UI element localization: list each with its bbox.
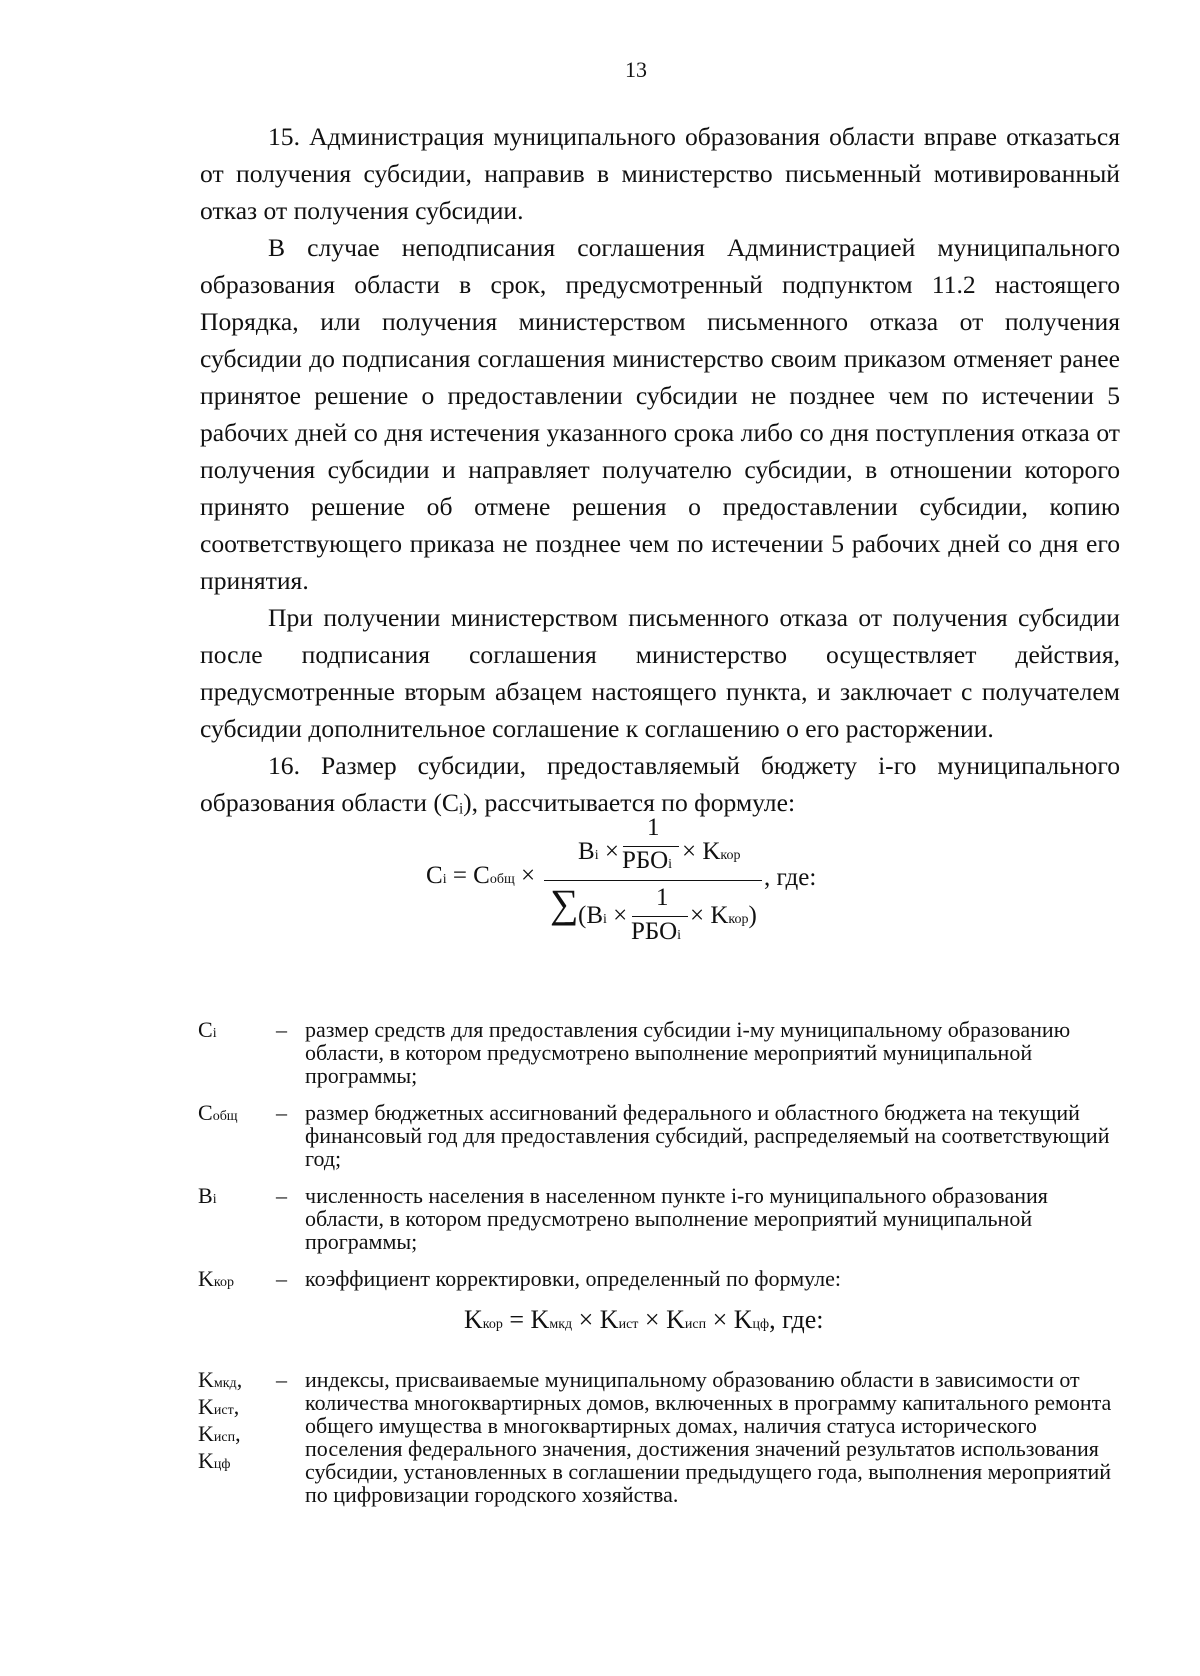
definition-c-i: Ci – размер средств для предоставления субсидии i-му муниципальному образованию области, в котором предусмотрено выполнение мероприятий муниципальной программы; [198,1017,1071,1088]
paragraph-16: 16. Размер субсидии, предоставляемый бюджету i-го муниципального образования области (Cᵢ), рассчитывается по формуле: [200,751,1120,817]
formula-num-rbo: РБОi [622,847,673,874]
formula-den-one: 1 [656,884,669,911]
definitions-list [198,1018,1128,1290]
k-correction-formula: Kкор = Kмкд × Kист × Kисп × Kцф, где: [464,1305,824,1334]
paragraph-15: 15. Администрация муниципального образования области вправе отказаться от получения субсидии, направив в министерство письменный мотивированный отказ от получения субсидии. [200,122,1120,225]
formula-lhs: C [426,862,443,889]
paragraph-refusal-after-signing: При получении министерством письменного отказа от получения субсидии после подписания соглашения министерство осуществляет действия, предусмотренные вторым абзацем настоящего пункта, и заключает с получателем субсидии дополнительное соглашение к соглашению о его расторжении. [200,603,1120,743]
page-number: 13 [625,57,647,82]
index-symbols: Kмкд, Kист, Kисп, Kцф [198,1367,243,1473]
index-definition-text: индексы, присваиваемые муниципальному образованию области в зависимости от количества многоквартирных домов, включенных в программу капитального ремонта общего имущества в многоквартирных домах, наличия статуса исторического поселения федерального значения, достижения значений результатов использования субсидии, установленных в соглашении предыдущего года, выполнения мероприятий по цифровизации городского хозяйства. [305,1367,1112,1507]
formula-den-fraction-line [632,916,688,917]
formula-times: × [521,862,536,889]
definition-b-i: Bi – численность населения в населенном пункте i-го муниципального образования области, в котором предусмотрено выполнение мероприятий муниципальной программы; [198,1183,1048,1254]
formula-num-k: × Kкор [682,838,741,865]
definition-c-obsh: Cобщ – размер бюджетных ассигнований федерального и областного бюджета на текущий финансовый год для предоставления субсидий, распределяемый на соответствующий год; [198,1100,1110,1171]
formula-den-rbo: РБОi [631,918,682,945]
definition-k-kor: Kкор – коэффициент корректировки, определенный по формуле: [198,1266,842,1291]
formula-den-k: × Kкор) [690,902,757,929]
formula-eq: = C [452,862,490,889]
body-text [200,118,1120,821]
formula-denominator: (Bi × [578,902,628,929]
subsidy-formula: Ci = Cобщ × Bi × 1 РБОi × Kкор , где: ∑ (Bi × 1 РБОi × Kкор) [426,814,817,945]
index-definitions [198,1368,1128,1506]
sum-symbol: ∑ [550,881,579,926]
definition-indices: Kмкд, Kист, Kисп, Kцф – индексы, присваиваемые муниципальному образованию области в зависимости от количества многоквартирных домов, включенных в программу капитального ремонта общего имущества в многоквартирных домах, наличия статуса исторического поселения федерального значения, достижения значений результатов использования субсидии, установленных в соглашении предыдущего года, выполнения мероприятий по цифровизации городского хозяйства. [198,1368,1128,1506]
formula-where: , где: [764,864,817,891]
paragraph-refusal-before-signing: В случае неподписания соглашения Администрацией муниципального образования области в срок, предусмотренный подпунктом 11.2 настоящего Порядка, или получения министерством письменного отказа от получения субсидии до подписания соглашения министерство своим приказом отменяет ранее принятое решение о предоставлении субсидии не позднее чем по истечении 5 рабочих дней со дня истечения указанного срока либо со дня поступления отказа от получения субсидии и направляет получателю субсидии, в отношении которого принято решение об отмене решения о предоставлении субсидии, копию соответствующего приказа не позднее чем по истечении 5 рабочих дней со дня его принятия. [200,233,1120,595]
formula-num-one: 1 [647,814,660,841]
formula-numerator: Bi × [578,838,619,865]
